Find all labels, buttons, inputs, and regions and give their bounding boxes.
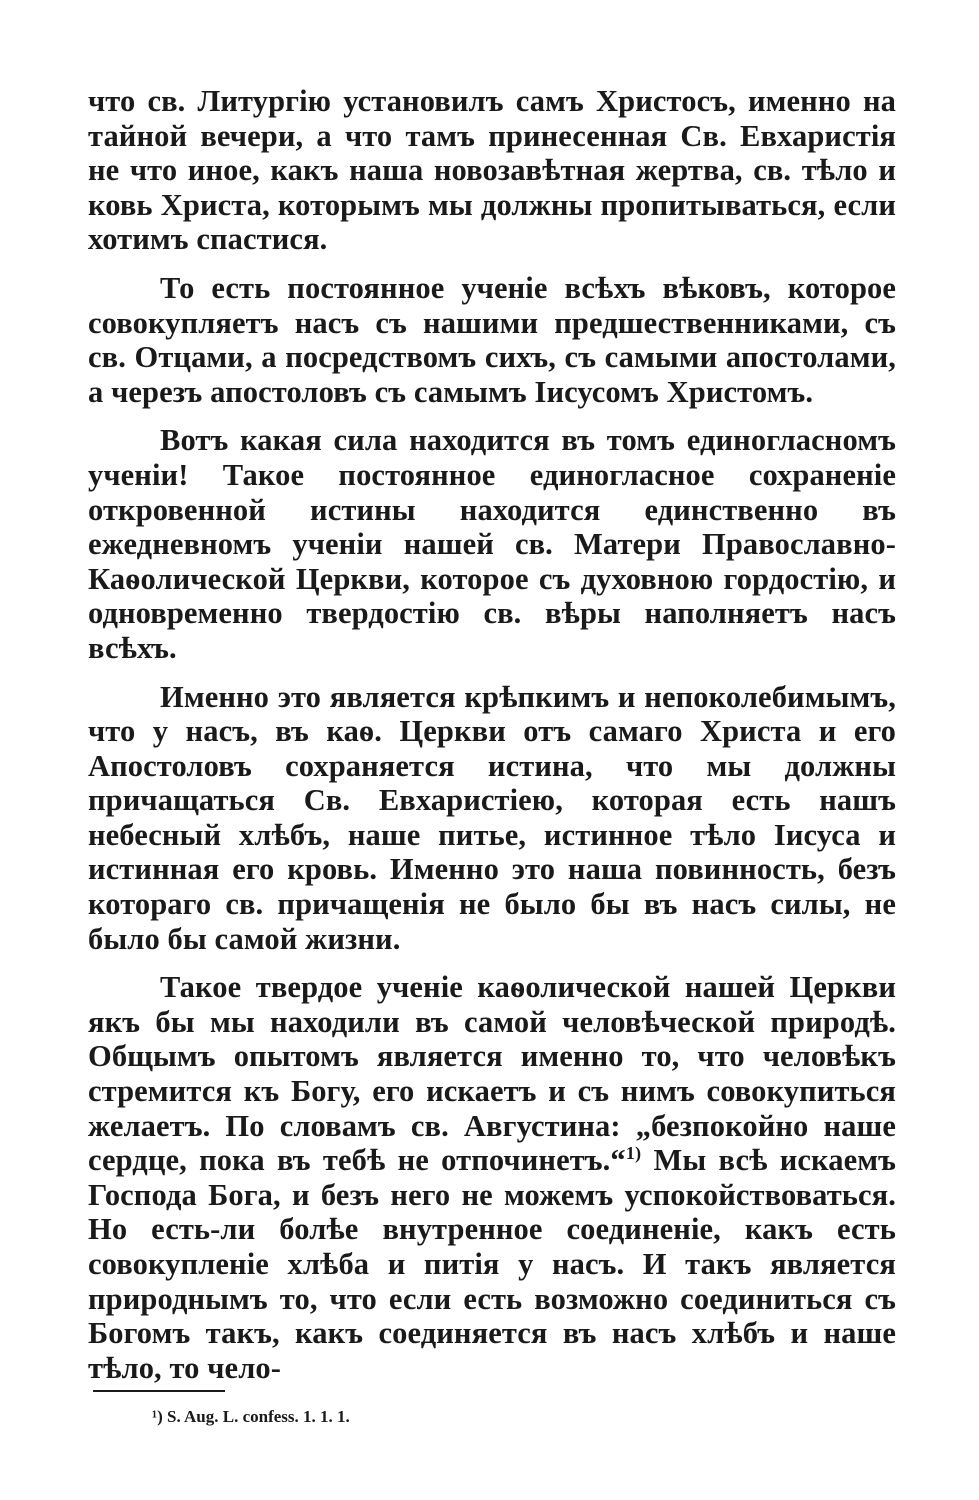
- footnote-marker: ¹): [152, 1407, 163, 1426]
- footnote-reference: 1): [625, 1143, 642, 1164]
- paragraph-1: что св. Литургію установилъ самъ Христосъ, именно на тайной вечери, а что тамъ принесенная Св. Евхаристія не что иное, какъ наша новозавѣтная жертва, св. тѣло и ковь Христа, которымъ мы должны пропитываться, если хотимъ спастися.: [88, 84, 896, 257]
- footnote: [152, 1406, 350, 1428]
- paragraph-5: [88, 970, 896, 1385]
- paragraph-3: Вотъ какая сила находится въ томъ единогласномъ ученіи! Такое постоянное единогласное сохраненіе откровенной истины находится единственно въ ежедневномъ ученіи нашей св. Матери Православно-Каѳолической Церкви, которое съ духовною гордостію, и одновременно твердостію св. вѣры наполняетъ насъ всѣхъ.: [88, 423, 896, 665]
- footnote-divider: [93, 1390, 225, 1392]
- paragraph-2: То есть постоянное ученіе всѣхъ вѣковъ, которое совокупляетъ насъ съ нашими предшественниками, съ св. Отцами, а посредствомъ сихъ, съ самыми апостолами, а черезъ апостоловъ съ самымъ Іисусомъ Христомъ.: [88, 270, 896, 409]
- paragraph-5-text-continued: Мы всѣ искаемъ Господа Бога, и безъ него не можемъ успокойствоваться. Но есть-ли болѣе внутренное соединеніе, какъ есть совокупленіе хлѣба и питія у насъ. И такъ является природнымъ то, что если есть возможно соединиться съ Богомъ такъ, какъ соединяется въ насъ хлѣбъ и наше тѣло, то чело-: [88, 1143, 896, 1385]
- paragraph-5-text: Такое твердое ученіе каѳолической нашей Церкви якъ бы мы находили въ самой человѣческой природѣ. Общымъ опытомъ является именно то, что человѣкъ стремится къ Богу, его искаетъ и съ нимъ совокупиться желаетъ. По словамъ св. Августина: „безпокойно наше сердце, пока въ тебѣ не отпочинетъ.“: [88, 970, 896, 1178]
- paragraph-4: Именно это является крѣпкимъ и непоколебимымъ, что у насъ, въ каѳ. Церкви отъ самаго Христа и его Апостоловъ сохраняется истина, что мы должны причащаться Св. Евхаристіею, которая есть нашъ небесный хлѣбъ, наше питье, истинное тѣло Іисуса и истинная его кровь. Именно это наша повинность, безъ котораго св. причащенія не было бы въ насъ силы, не было бы самой жизни.: [88, 679, 896, 956]
- footnote-text: S. Aug. L. confess. 1. 1. 1.: [167, 1407, 350, 1426]
- page-body: [88, 84, 896, 1399]
